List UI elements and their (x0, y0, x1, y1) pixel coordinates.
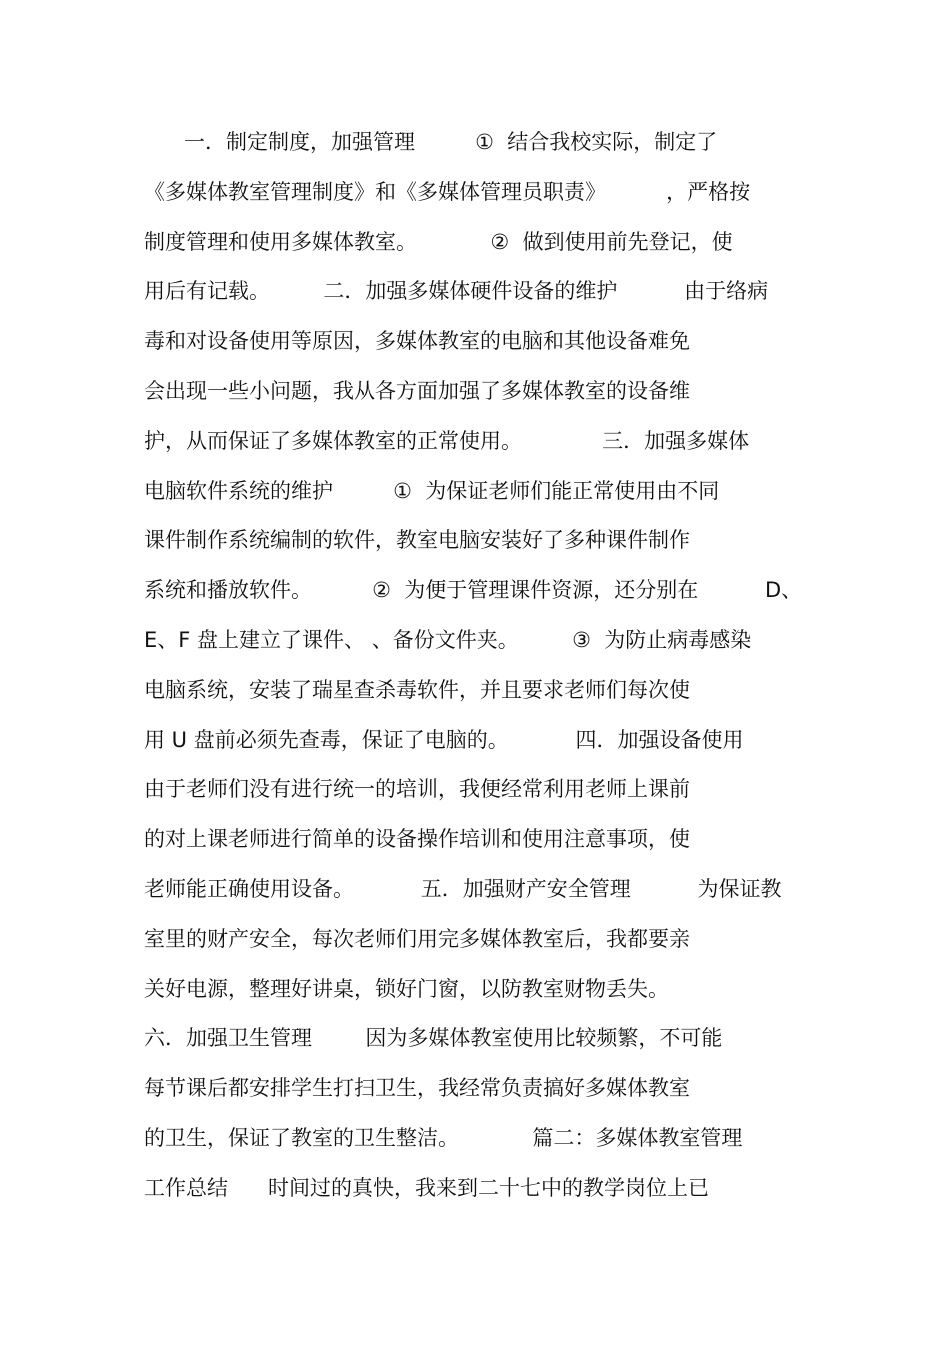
text-line-21: 的卫生，保证了教室的卫生整洁。 篇二：多媒体教室管理 (144, 1125, 743, 1150)
text-line-15: 的对上课老师进行简单的设备操作培训和使用注意事项，使 (144, 827, 690, 852)
text-line-13: 用 U 盘前必须先查毒，保证了电脑的。 四．加强设备使用 (144, 727, 744, 752)
text-line-2: 《多媒体教室管理制度》和《多媒体管理员职责》 ，严格按 (144, 179, 751, 204)
text-line-8: 电脑软件系统的维护 ① 为保证老师们能正常使用由不同 (144, 478, 720, 503)
text-line-3: 制度管理和使用多媒体教室。 ② 做到使用前先登记，使 (144, 229, 733, 254)
text-line-10: 系统和播放软件。 ② 为便于管理课件资源，还分别在 D、 (144, 578, 803, 603)
text-line-5: 毒和对设备使用等原因，多媒体教室的电脑和其他设备难免 (144, 329, 690, 354)
text-line-1: 一．制定制度，加强管理 ① 结合我校实际，制定了 (144, 130, 718, 154)
text-line-14: 由于老师们没有进行统一的培训，我便经常利用老师上课前 (144, 777, 690, 802)
text-line-11: E、F 盘上建立了课件、 、备份文件夹。 ③ 为防止病毒感染 (144, 627, 752, 652)
text-line-18: 关好电源，整理好讲桌，锁好门窗，以防教室财物丢失。 (144, 976, 669, 1001)
text-line-12: 电脑系统，安装了瑞星查杀毒软件，并且要求老师们每次使 (144, 677, 690, 702)
body-text (144, 118, 814, 1214)
text-line-17: 室里的财产安全，每次老师们用完多媒体教室后，我都要亲 (144, 926, 690, 951)
text-line-19: 六．加强卫生管理 因为多媒体教室使用比较频繁，不可能 (144, 1026, 723, 1051)
text-line-16: 老师能正确使用设备。 五．加强财产安全管理 为保证教 (144, 876, 782, 901)
text-line-6: 会出现一些小问题，我从各方面加强了多媒体教室的设备维 (144, 378, 690, 403)
text-line-20: 每节课后都安排学生打扫卫生，我经常负责搞好多媒体教室 (144, 1076, 690, 1101)
text-line-9: 课件制作系统编制的软件，教室电脑安装好了多种课件制作 (144, 528, 690, 553)
text-line-22: 工作总结 时间过的真快，我来到二十七中的教学岗位上已 (144, 1175, 710, 1200)
text-line-7: 护，从而保证了多媒体教室的正常使用。 三．加强多媒体 (144, 428, 750, 453)
text-line-4: 用后有记载。 二．加强多媒体硬件设备的维护 由于络病 (144, 279, 769, 304)
